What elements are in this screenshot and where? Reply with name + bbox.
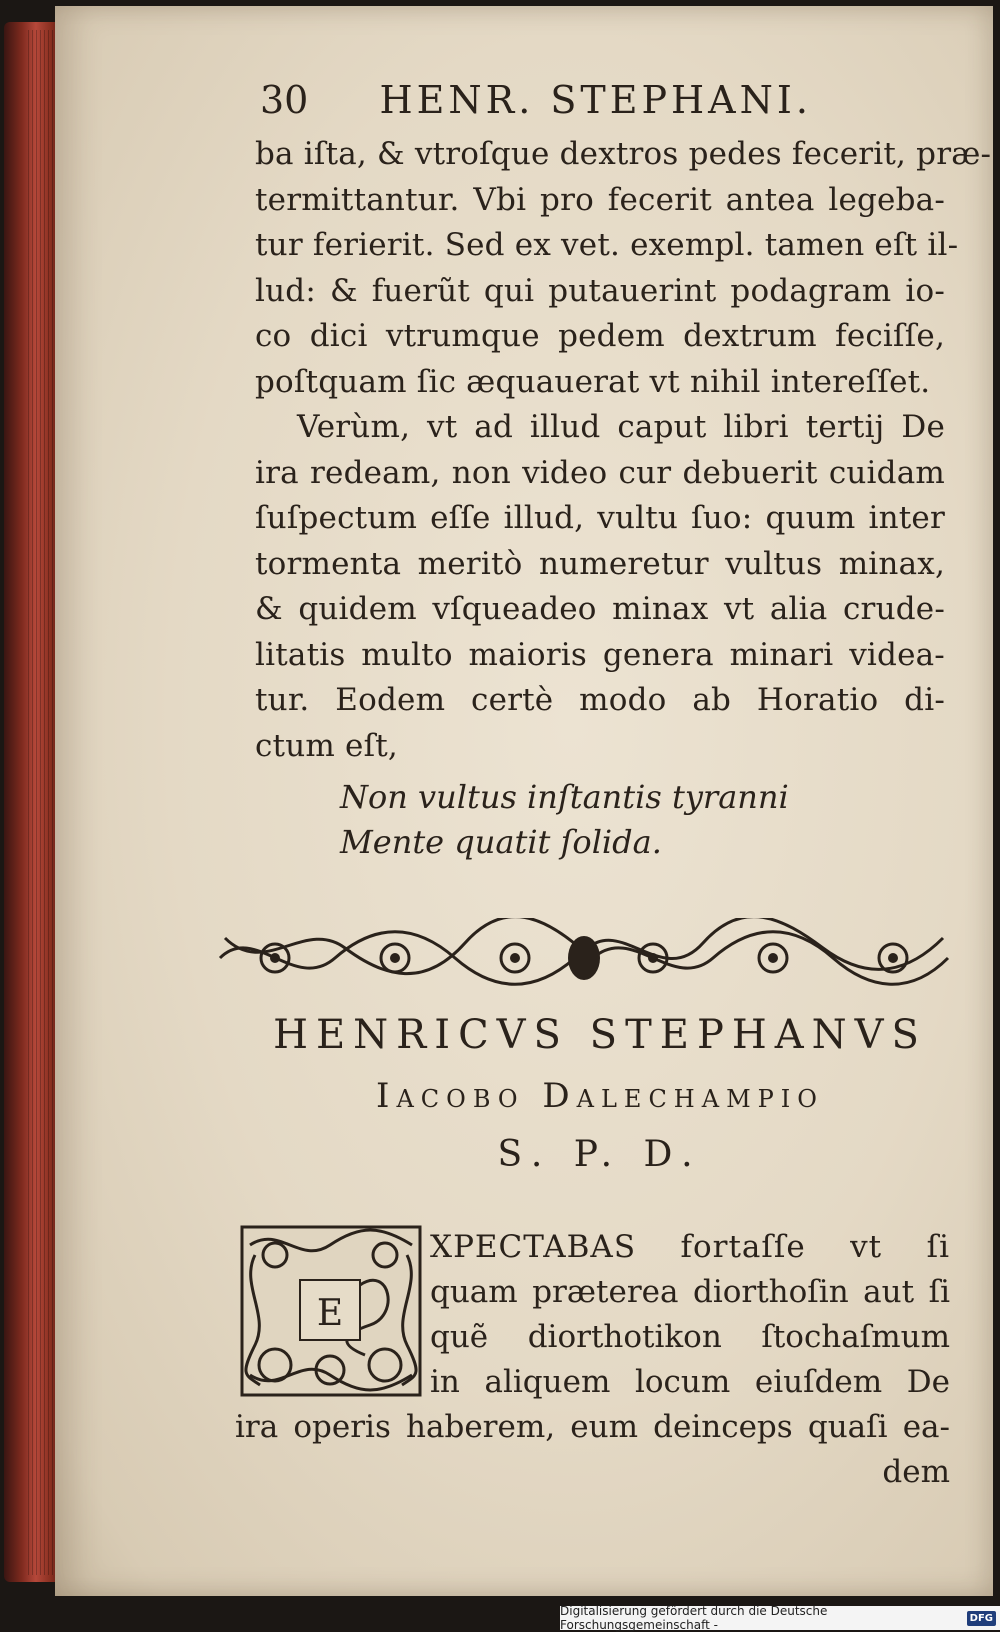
verse-line: Non vultus inſtantis tyranni (340, 778, 789, 816)
initial-letter: E (316, 1293, 344, 1334)
letter-line: in aliquem locum eiuſdem De (430, 1364, 950, 1400)
verse-line: Mente quatit ſolida. (340, 823, 662, 861)
body-line: termittantur. Vbi pro fecerit antea legeba- (255, 181, 945, 218)
dfg-logo: DFG (967, 1611, 996, 1626)
letter-salutation: S. P. D. (497, 1134, 703, 1175)
letter-line: ira operis haberem, eum deinceps quaſi ea- (235, 1409, 950, 1445)
decorated-initial (240, 1225, 422, 1397)
body-line: ſuſpectum eſſe illud, vultu ſuo: quum inter (255, 500, 945, 536)
letter-recipient: Iacobo Dalechampio (376, 1076, 824, 1116)
body-line: Verùm, vt ad illud caput libri tertij De (297, 409, 945, 445)
body-line: lud: & fuerũt qui putauerint podagram io- (255, 272, 945, 309)
page-edges (28, 30, 58, 1575)
body-line: poſtquam ſic æquauerat vt nihil intereſſet. (255, 363, 931, 400)
body-line: tur. Eodem certè modo ab Horatio di- (255, 682, 945, 718)
footer-text: Digitalisierung gefördert durch die Deutsche Forschungsgemeinschaft - (560, 1604, 828, 1632)
body-line: co dici vtrumque pedem dextrum feciſſe, (255, 318, 945, 354)
running-head-title: HENR. STEPHANI. (379, 78, 812, 122)
body-line: litatis multo maioris genera minari videa- (255, 636, 945, 673)
body-line: tormenta meritò numeretur vultus minax, (255, 545, 945, 582)
body-line: ba iſta, & vtroſque dextros pedes fecerit, præ- (255, 136, 992, 172)
body-line: & quidem vſqueadeo minax vt alia crude- (255, 591, 945, 627)
letter-line: quẽ diorthotikon ſtochaſmum (430, 1319, 950, 1355)
verse-quote (340, 775, 789, 865)
digitization-footer (560, 1606, 1000, 1630)
running-header (260, 78, 880, 122)
letter-line: XPECTABAS fortaſſe vt ſi (430, 1229, 950, 1265)
body-line: ira redeam, non video cur debuerit cuidam (255, 454, 945, 491)
letter-sender: HENRICVS STEPHANVS (273, 1012, 927, 1058)
page-number: 30 (260, 78, 309, 122)
body-line: tur ferierit. Sed ex vet. exempl. tamen eſt il- (255, 227, 959, 263)
body-text (255, 132, 992, 769)
ornamental-headpiece (215, 918, 953, 998)
letter-line: quam præterea diorthoſin aut ſi (430, 1274, 950, 1310)
letter-line: dem (882, 1454, 950, 1490)
body-line: ctum eſt, (255, 727, 398, 764)
